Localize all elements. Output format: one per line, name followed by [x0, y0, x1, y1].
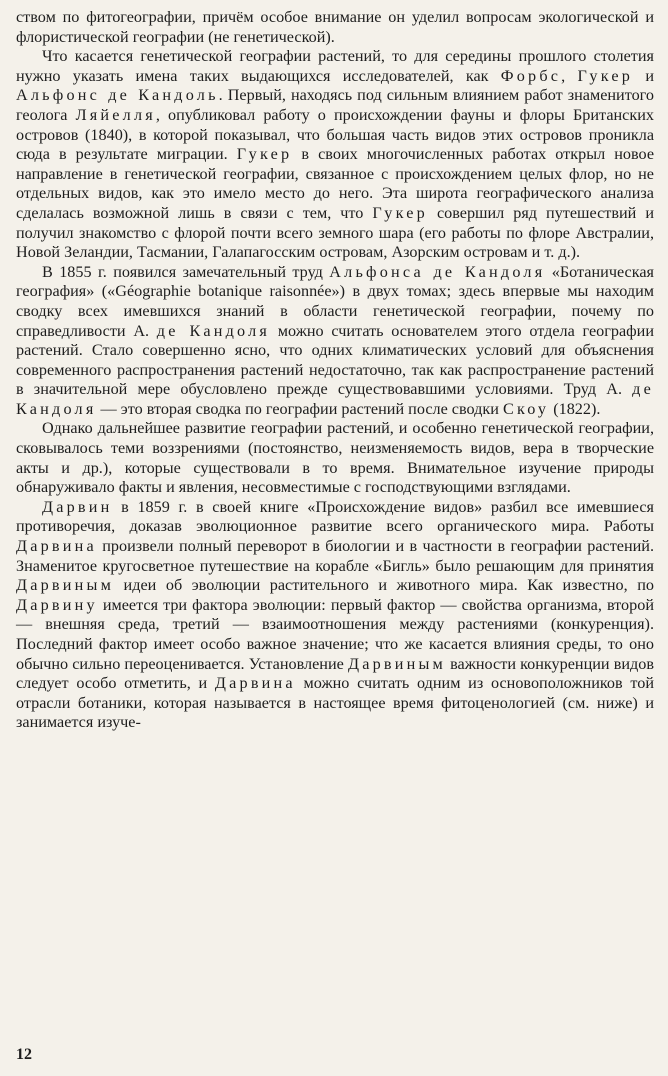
spaced-name: Ляйелля	[75, 105, 156, 124]
spaced-name: Дарвина	[16, 537, 97, 556]
spaced-name: Дарвина	[214, 674, 296, 693]
text-run: совершил ряд путешествий и получил знакомство с флорой почти всего земного шара (его работы по флоре Австралии, Новой Зеландии, Тасмании, Галапагосским островам, Азорским островам и т. д.).	[16, 203, 654, 262]
text-run: Что касается генетической географии растений, то для середины прошлого столетия нужно указать имена таких выдающихся исследователей, как	[16, 47, 654, 85]
text-run: ством по фитогеографии, причём особое внимание он уделил вопросам экологической и флористической географии (не генетической).	[16, 8, 654, 46]
text-run: , опубликовал работу о происхождении фауны и флоры Британских островов (1840), в которой показывал, что большая часть видов этих островов проникла сюда в результате миграции.	[16, 105, 654, 164]
text-run: (1822).	[549, 399, 601, 418]
spaced-name: Гукер	[236, 145, 293, 164]
spaced-name: Дарвиным	[16, 576, 115, 595]
text-run: в 1859 г. в своей книге «Происхождение видов» разбил все имевшиеся противоречия, доказав эволюционное развитие всего органического мира. Работы	[16, 497, 654, 536]
page-text	[16, 8, 654, 733]
text-run: — это вторая сводка по географии растений после сводки	[96, 399, 503, 418]
spaced-name: де Кандоля	[156, 321, 271, 340]
spaced-name: Форбс	[500, 66, 562, 85]
spaced-name: Дарвину	[16, 595, 98, 614]
text-run: Однако дальнейшее развитие географии растений, и особенно генетической географии, сковывалось теми воззрениями (постоянство, неизменяемость видов, вера в творческие акты и др.), которые существовали в то время. Внимательное изучение природы обнаруживало факты и явления, несовместимые с господствующими взглядами.	[16, 419, 654, 497]
paragraph	[16, 498, 654, 733]
page-number: 12	[16, 1046, 32, 1063]
text-run: произвели полный переворот в биологии и в частности в географии растений. Знаменитое кругосветное путешествие на корабле «Бигль» было решающим для принятия	[16, 537, 654, 575]
paragraph	[16, 419, 654, 497]
text-run: . Первый, находясь под сильным влиянием работ знаменитого геолога	[16, 86, 654, 124]
text-run: важности конкуренции видов следует особо отметить, и	[16, 654, 654, 693]
text-run: и	[633, 66, 654, 85]
paragraph	[16, 47, 654, 263]
spaced-name: Дарвин	[42, 497, 113, 516]
spaced-name: Альфонса де Кандоля	[329, 262, 546, 281]
text-run: имеется три фактора эволюции: первый фактор — свойства организма, второй — внешняя среда, третий — взаимоотношения между растениями (конкуренция). Последний фактор имеет особо важное значение; что же касается влияния среды, то оно обычно сильно переоценивается. Установление	[16, 595, 654, 673]
paragraph	[16, 263, 654, 420]
paragraph	[16, 8, 654, 47]
text-run: ,	[561, 66, 578, 85]
text-run: можно считать одним из основоположников той отрасли ботаники, которая называется в настоящее время фитоценологией (см. ниже) и занимается изуче-	[16, 674, 654, 732]
text-run: «Ботаническая география» («Géographie botanique raisonnée») в двух томах; здесь впервые мы находим сводку всех имевшихся знаний в области генетической географии, почему по справедливости А.	[16, 262, 654, 340]
spaced-name: Альфонс де Кандоль	[16, 86, 219, 105]
text-run: идеи об эволюции растительного и животного мира. Как известно, по	[114, 576, 654, 595]
spaced-name: Скоу	[502, 399, 550, 418]
spaced-name: де Кандоля	[16, 380, 654, 418]
text-run: В 1855 г. появился замечательный труд	[42, 262, 330, 281]
spaced-name: Гукер	[577, 66, 634, 85]
text-run: в своих многочисленных работах открыл новое направление в генетической географии, связанное с происхождением целых флор, но не отдельных видов, как это имело место до него. Эта широта географического анализа сделалась возможной лишь в связи с тем, что	[16, 145, 654, 222]
text-run: можно считать основателем этого отдела географии растений. Стало совершенно ясно, что одних климатических условий для объяснения современного распространения растений недостаточно, так как распространение растений в значительной мере обусловлено прежде существовавшими условиями. Труд А.	[16, 321, 654, 399]
spaced-name: Гукер	[372, 203, 428, 222]
spaced-name: Дарвиным	[347, 654, 446, 673]
